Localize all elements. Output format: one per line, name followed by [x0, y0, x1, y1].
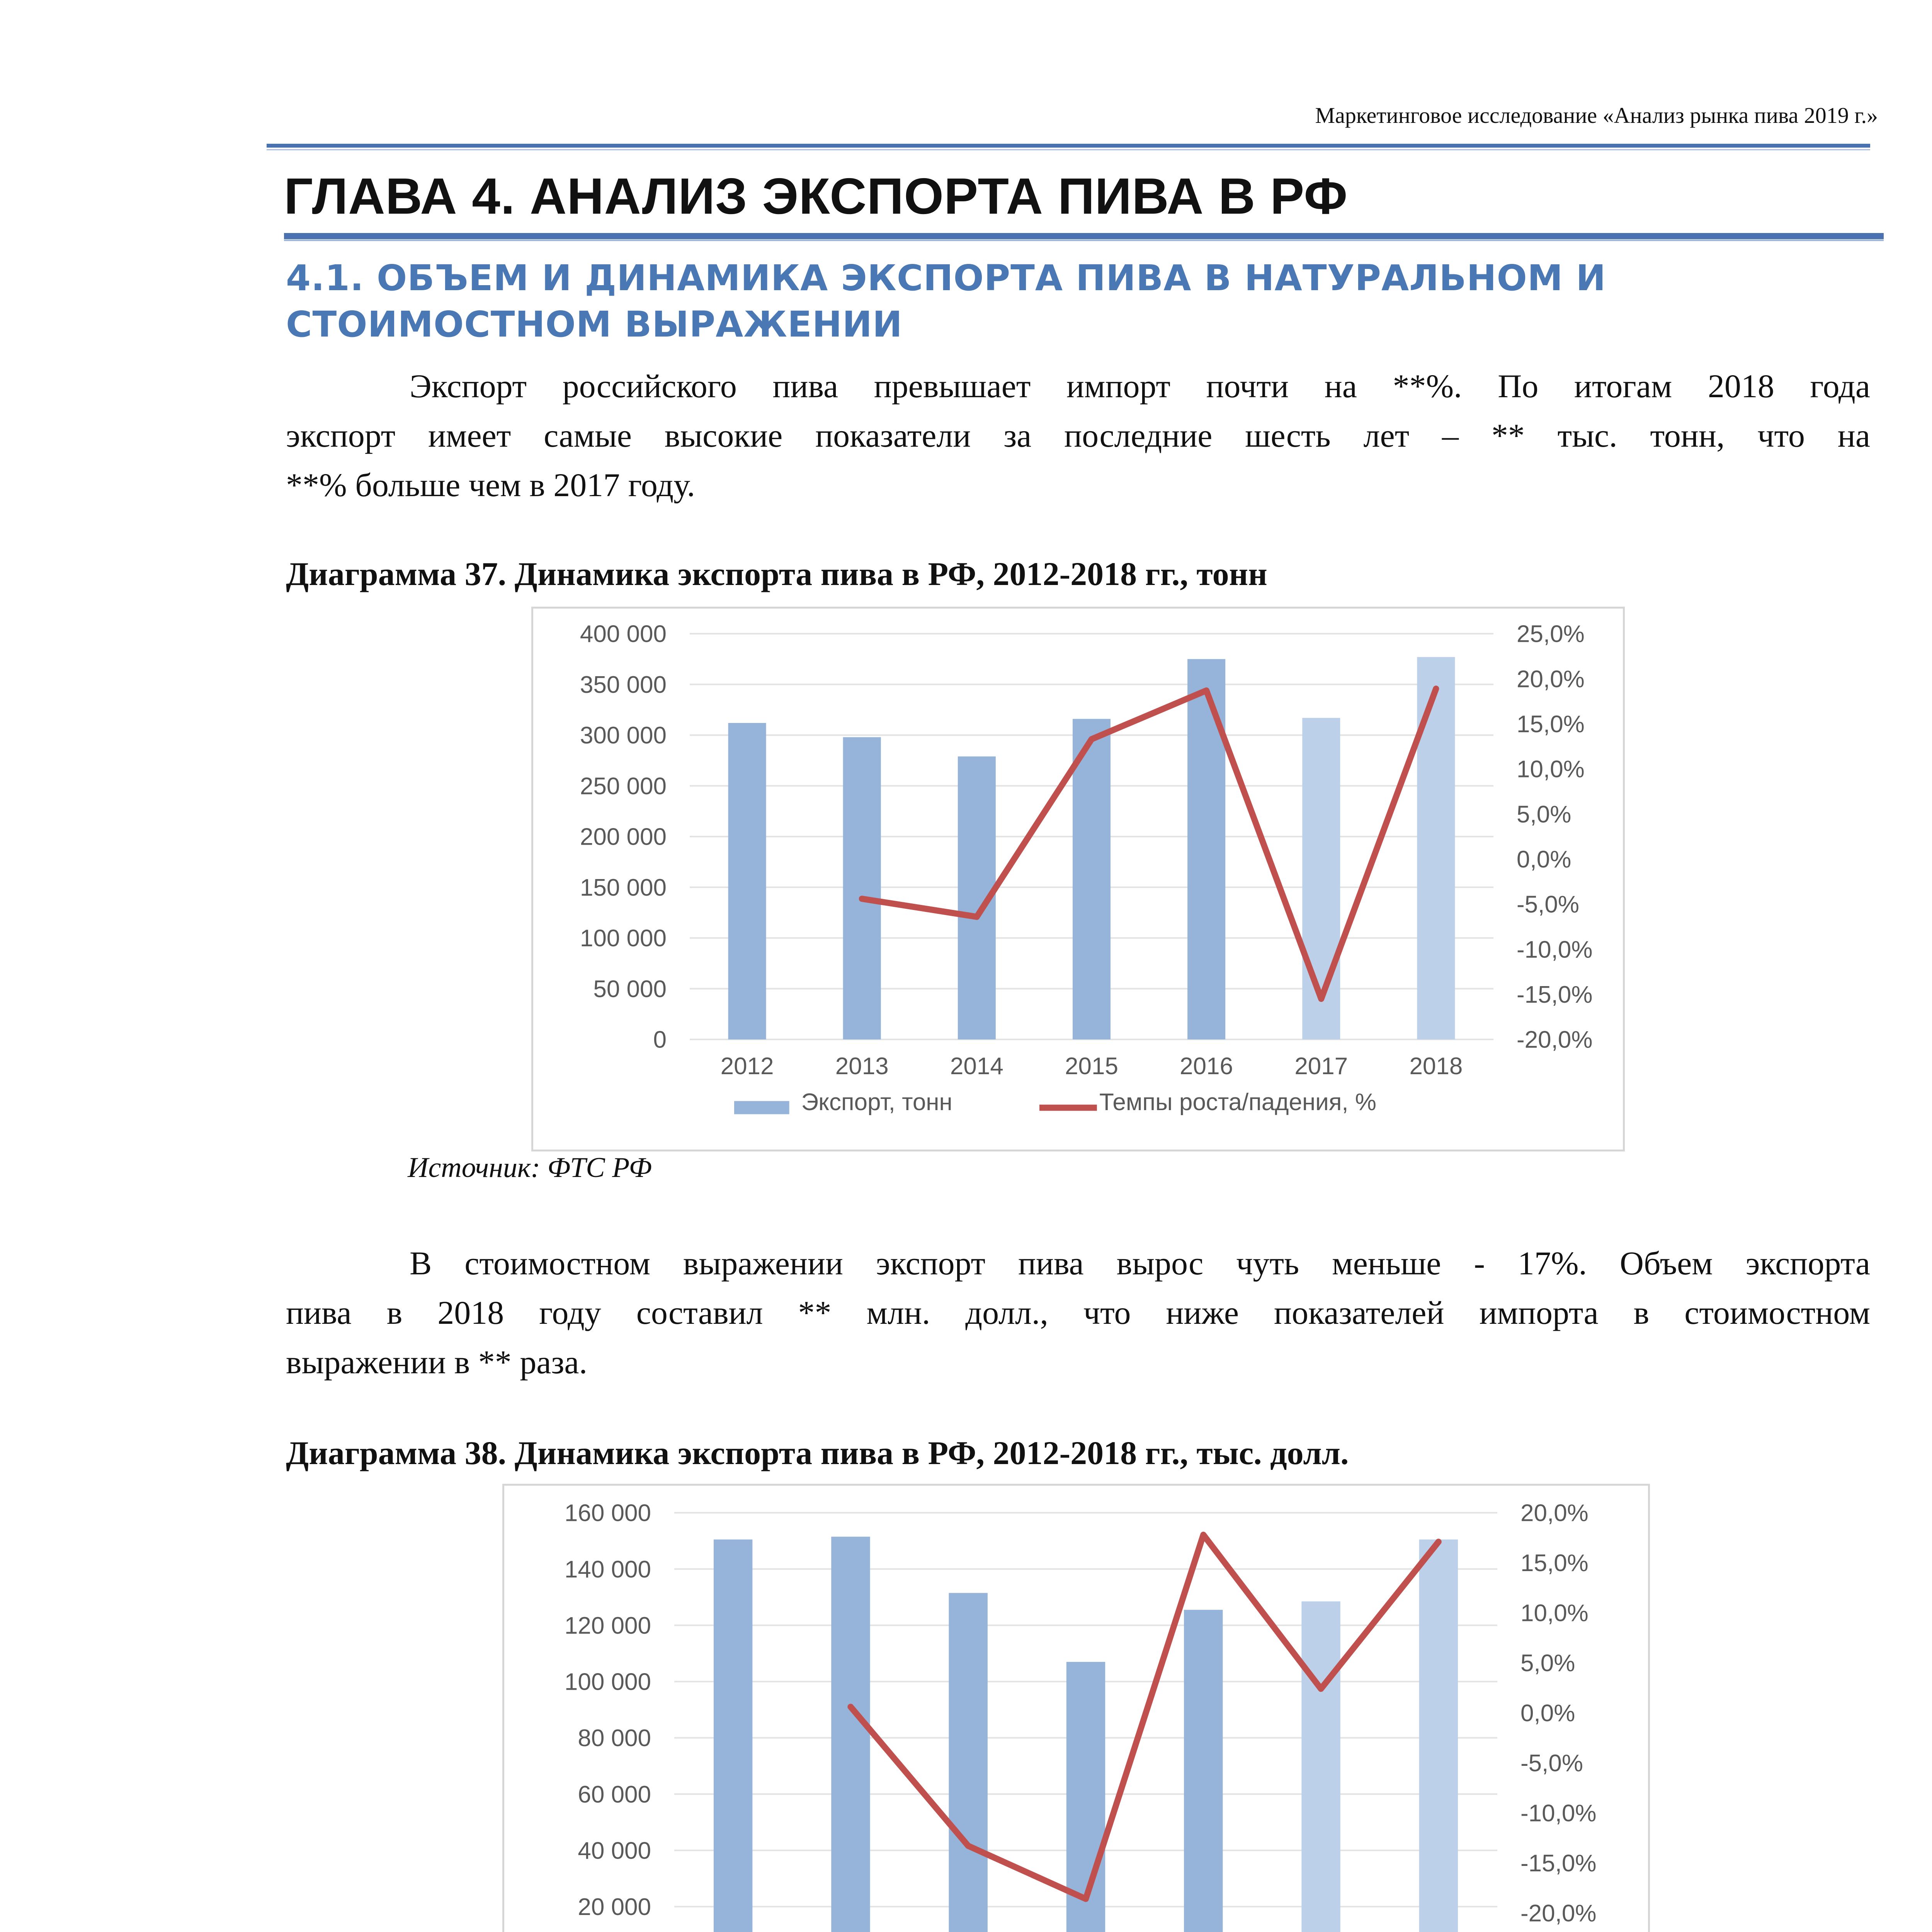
chapter-rule-shadow [284, 240, 1884, 241]
x-tick-label: 2016 [1180, 1053, 1233, 1080]
growth-rate-point [861, 898, 863, 900]
section-heading-line: 4.1. ОБЪЕМ И ДИНАМИКА ЭКСПОРТА ПИВА В НАТУРАЛЬНОМ И [286, 257, 1606, 299]
header-rule [267, 144, 1870, 148]
bar-2014 [949, 1593, 988, 1932]
bar-2016 [1187, 659, 1225, 1039]
y2-tick-label: 10,0% [1520, 1600, 1588, 1627]
y2-tick-label: 15,0% [1520, 1550, 1588, 1577]
growth-rate-point [1320, 1688, 1322, 1690]
y2-tick-label: -10,0% [1517, 936, 1593, 963]
y2-tick-label: -5,0% [1520, 1750, 1583, 1777]
bar-2017 [1301, 1601, 1340, 1932]
section-heading-line: СТОИМОСТНОМ ВЫРАЖЕНИИ [286, 304, 903, 345]
bar-2018 [1419, 1539, 1458, 1932]
y-tick-label: 400 000 [580, 621, 667, 648]
y-tick-label: 100 000 [564, 1668, 651, 1696]
paragraph-2 [286, 1238, 1870, 1387]
growth-rate-point [1438, 1541, 1439, 1543]
y2-tick-label: 15,0% [1517, 711, 1585, 738]
y-tick-label: 100 000 [580, 925, 667, 952]
y2-tick-label: -10,0% [1520, 1800, 1597, 1827]
paragraph-line: выражении в ** раза. [286, 1344, 588, 1381]
y-tick-label: 250 000 [580, 773, 667, 800]
x-tick-label: 2018 [1409, 1053, 1463, 1080]
y2-tick-label: 20,0% [1517, 666, 1585, 693]
y-tick-label: 140 000 [564, 1556, 651, 1583]
paragraph-line: экспорт имеет самые высокие показатели за последние шесть лет – ** тыс. тонн, что на [286, 417, 1870, 454]
y-tick-label: 40 000 [578, 1837, 651, 1864]
chart-37 [531, 607, 1625, 1151]
chart-38-svg [504, 1486, 1648, 1932]
y2-tick-label: -15,0% [1520, 1850, 1597, 1877]
y-tick-label: 50 000 [593, 976, 667, 1003]
y2-tick-label: 5,0% [1520, 1650, 1575, 1677]
y2-tick-label: -20,0% [1520, 1900, 1597, 1927]
bar-2013 [831, 1537, 870, 1932]
y2-tick-label: 0,0% [1520, 1700, 1575, 1727]
growth-rate-point [968, 1845, 969, 1847]
growth-rate-point [1091, 738, 1092, 740]
chart-37-svg [533, 609, 1623, 1150]
bar-2012 [728, 723, 766, 1039]
bar-2013 [843, 737, 881, 1039]
header-rule-shadow [267, 149, 1870, 150]
y2-tick-label: -5,0% [1517, 891, 1579, 918]
paragraph-line: **% больше чем в 2017 году. [286, 466, 696, 503]
growth-rate-point [1206, 690, 1207, 691]
y-tick-label: 300 000 [580, 722, 667, 749]
y2-tick-label: 5,0% [1517, 801, 1571, 828]
y-tick-label: 200 000 [580, 823, 667, 850]
y2-tick-label: -20,0% [1517, 1026, 1593, 1053]
chart-caption-37: Диаграмма 37. Динамика экспорта пива в РФ, 2012-2018 гг., тонн [286, 555, 1267, 592]
y-tick-label: 0 [653, 1026, 667, 1053]
y-tick-label: 120 000 [564, 1612, 651, 1639]
y-tick-label: 20 000 [578, 1894, 651, 1921]
legend-bar-label: Экспорт, тонн [801, 1089, 952, 1116]
y2-tick-label: 25,0% [1517, 621, 1585, 648]
chart-38 [502, 1484, 1650, 1932]
section-heading-4-1 [286, 255, 1606, 348]
x-tick-label: 2017 [1294, 1053, 1348, 1080]
y2-tick-label: 20,0% [1520, 1500, 1588, 1527]
bar-2016 [1184, 1610, 1223, 1932]
legend-bar-swatch [734, 1101, 789, 1114]
x-tick-label: 2012 [720, 1053, 774, 1080]
legend-line-label: Темпы роста/падения, % [1099, 1089, 1376, 1116]
bar-2015 [1073, 719, 1111, 1040]
chart-source-37: Источник: ФТС РФ [408, 1152, 652, 1184]
growth-rate-point [1085, 1898, 1087, 1900]
bar-2018 [1417, 657, 1455, 1039]
x-tick-label: 2013 [835, 1053, 889, 1080]
growth-rate-point [1435, 688, 1437, 689]
paragraph-line: Экспорт российского пива превышает импорт почти на **%. По итогам 2018 года [410, 367, 1870, 405]
growth-rate-point [1202, 1534, 1204, 1536]
x-tick-label: 2014 [950, 1053, 1003, 1080]
y2-tick-label: -15,0% [1517, 981, 1593, 1009]
y2-tick-label: 0,0% [1517, 846, 1571, 873]
growth-rate-line [850, 1535, 1438, 1899]
y-tick-label: 150 000 [580, 874, 667, 901]
paragraph-line: В стоимостном выражении экспорт пива вырос чуть меньше - 17%. Объем экспорта [410, 1245, 1870, 1282]
y2-tick-label: 10,0% [1517, 756, 1585, 783]
growth-rate-point [850, 1706, 851, 1708]
y-tick-label: 60 000 [578, 1781, 651, 1808]
x-tick-label: 2015 [1065, 1053, 1118, 1080]
paragraph-line: пива в 2018 году составил ** млн. долл., что ниже показателей импорта в стоимостном [286, 1294, 1870, 1331]
chapter-rule [284, 233, 1884, 239]
chapter-title: ГЛАВА 4. АНАЛИЗ ЭКСПОРТА ПИВА В РФ [284, 168, 1348, 224]
running-header: Маркетинговое исследование «Анализ рынка пива 2019 г.» [1315, 103, 1878, 128]
chart-caption-38: Диаграмма 38. Динамика экспорта пива в РФ, 2012-2018 гг., тыс. долл. [286, 1434, 1349, 1471]
bar-2012 [714, 1539, 752, 1932]
y-tick-label: 350 000 [580, 671, 667, 698]
growth-rate-point [976, 916, 978, 918]
y-tick-label: 80 000 [578, 1725, 651, 1752]
growth-rate-point [1320, 998, 1322, 1000]
y-tick-label: 160 000 [564, 1500, 651, 1527]
paragraph-1 [286, 361, 1870, 510]
